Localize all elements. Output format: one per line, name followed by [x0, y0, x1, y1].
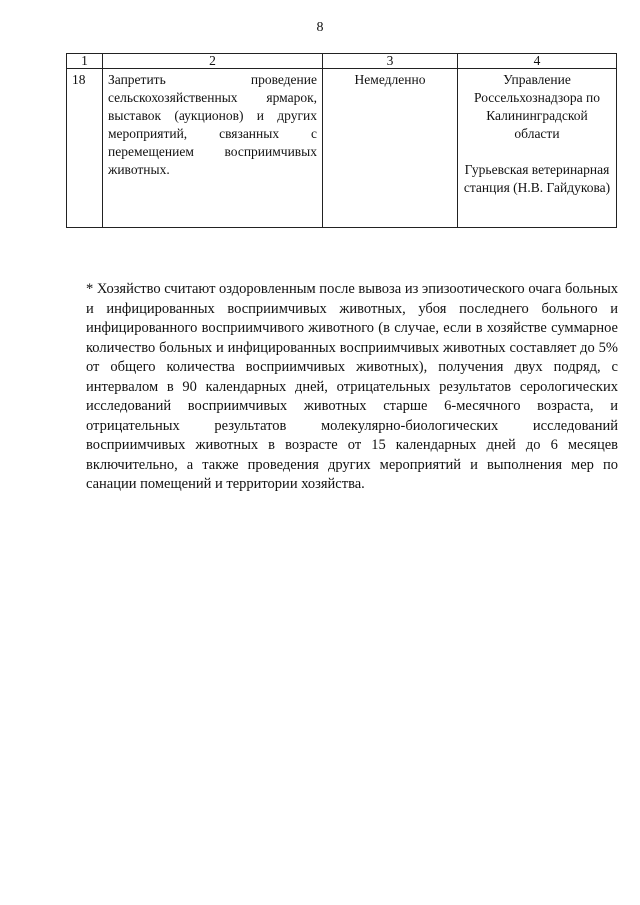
table-header-row: [67, 54, 617, 69]
header-col-3: 3: [323, 54, 458, 69]
responsible-spacer: [463, 143, 611, 161]
table-row: [67, 69, 617, 228]
footnote: * Хозяйство считают оздоровленным после вывоза из эпизоотического очага больных и инфицированных восприимчивых животных, убоя последнего больного и инфицированного восприимчивого животного (в случае, если в хозяйстве суммарное количество больных и инфицированных восприимчивых животных составляет до 5% от общего количества восприимчивых животных), получения двух подряд, с интервалом в 90 календарных дней, отрицательных результатов серологических исследований восприимчивых животных старше 6-месячного возраста, и отрицательных результатов молекулярно-биологических исследований восприимчивых животных в возрасте от 15 календарных дней до 6 месяцев включительно, а также проведения других мероприятий и выполнения мер по санации помещений и территории хозяйства.: [86, 281, 618, 492]
row-term: Немедленно: [323, 69, 458, 228]
header-col-1: 1: [67, 54, 103, 69]
row-action: Запретить проведение сельскохозяйственных ярмарок, выставок (аукционов) и других мероприятий, связанных с перемещением восприимчивых животных.: [103, 69, 323, 228]
responsible-station: Гурьевская ветеринарная станция (Н.В. Гайдукова): [463, 162, 611, 195]
page-number: 8: [316, 20, 324, 35]
measures-table: [66, 53, 617, 228]
responsible-authority: Управление Россельхознадзора по Калининградской области: [474, 72, 600, 141]
header-col-4: 4: [458, 54, 617, 69]
row-responsible: [458, 69, 617, 228]
header-col-2: 2: [103, 54, 323, 69]
row-number: 18: [67, 69, 103, 228]
